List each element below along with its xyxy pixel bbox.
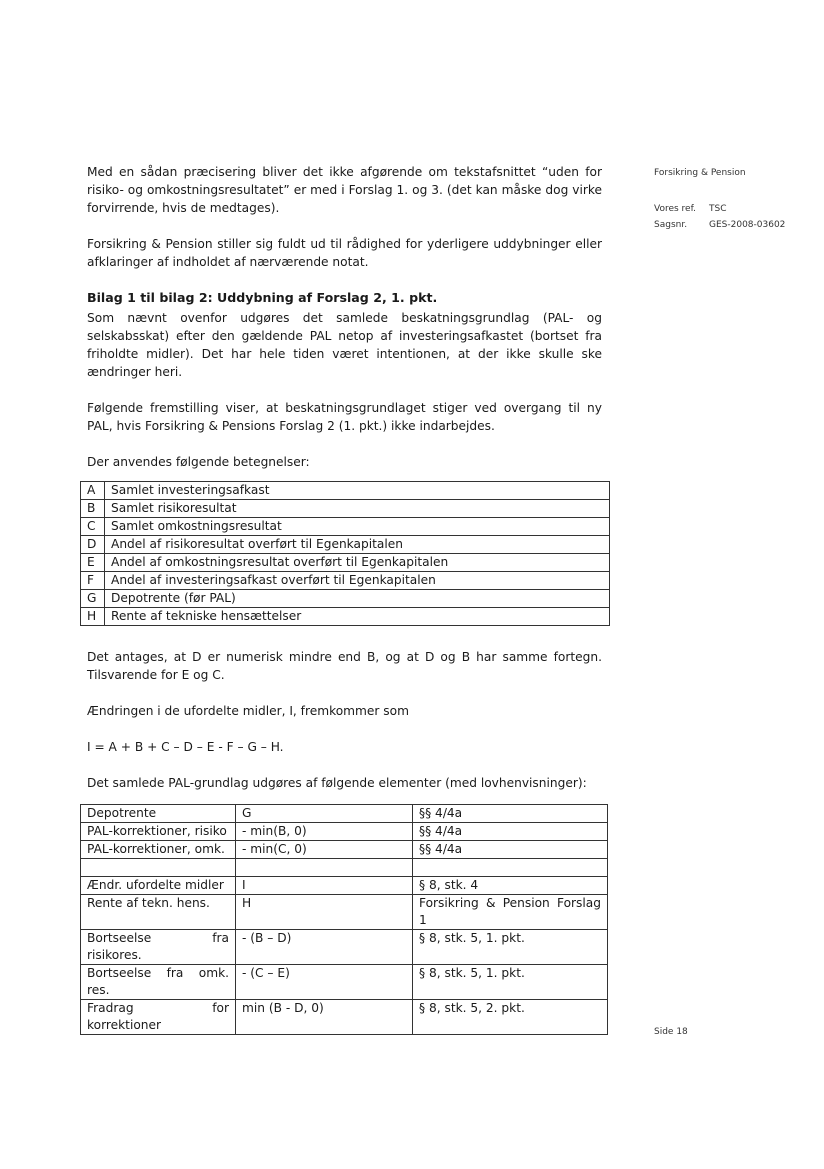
pal-ref: §§ 4/4a [413,823,608,841]
def-key: G [81,590,105,608]
pal-ref: § 8, stk. 5, 2. pkt. [413,1000,608,1035]
def-key: C [81,518,105,536]
table-row [81,518,610,536]
page-number: Side 18 [654,1027,688,1037]
def-text: Samlet risikoresultat [105,500,610,518]
table-row [81,965,608,1000]
paragraph-7: Ændringen i de ufordelte midler, I, fremkommer som [87,704,409,718]
pal-basis-table [80,804,608,1035]
table-row [81,482,610,500]
pal-formula: - min(C, 0) [236,841,413,859]
pal-item: Bortseelse fra omk. res. [81,965,236,1000]
case-row [654,217,785,233]
table-row [81,608,610,626]
def-key: H [81,608,105,626]
pal-item: PAL-korrektioner, risiko [81,823,236,841]
def-text: Samlet investeringsafkast [105,482,610,500]
sidebar-refs [654,201,785,233]
paragraph-2: Forsikring & Pension stiller sig fuldt ud til rådighed for yderligere uddybninger eller afklaringer af indholdet af nærværende notat. [87,237,602,269]
table-row [81,554,610,572]
def-key: B [81,500,105,518]
sidebar-org: Forsikring & Pension [654,168,746,178]
document-body [87,163,602,1035]
def-text: Andel af risikoresultat overført til Egenkapitalen [105,536,610,554]
pal-ref: § 8, stk. 5, 1. pkt. [413,965,608,1000]
pal-formula: - (B – D) [236,930,413,965]
def-key: A [81,482,105,500]
case-label: Sagsnr. [654,220,688,230]
def-key: F [81,572,105,590]
pal-item: PAL-korrektioner, omk. [81,841,236,859]
paragraph-5: Der anvendes følgende betegnelser: [87,455,310,469]
paragraph-8: Det samlede PAL-grundlag udgøres af følgende elementer (med lovhenvisninger): [87,776,587,790]
ref-label: Vores ref. [654,204,696,214]
table-row [81,805,608,823]
table-row [81,930,608,965]
pal-formula: H [236,895,413,930]
pal-formula: I [236,877,413,895]
pal-item: Bortseelse fra risikores. [81,930,236,965]
table-row [81,859,608,877]
table-row [81,1000,608,1035]
pal-formula: - min(B, 0) [236,823,413,841]
ref-value: TSC [709,204,727,214]
table-row [81,590,610,608]
def-text: Rente af tekniske hensættelser [105,608,610,626]
pal-ref: § 8, stk. 5, 1. pkt. [413,930,608,965]
pal-ref: § 8, stk. 4 [413,877,608,895]
pal-ref: Forsikring & Pension Forslag 1 [413,895,608,930]
table-row [81,823,608,841]
pal-formula [236,859,413,877]
section-heading: Bilag 1 til bilag 2: Uddybning af Forslag 2, 1. pkt. [87,290,438,305]
table-row [81,500,610,518]
formula: I = A + B + C – D – E - F – G – H. [87,740,284,754]
paragraph-1: Med en sådan præcisering bliver det ikke afgørende om tekstafsnittet “uden for risiko- og omkostningsresultatet” er med i Forslag 1. og 3. (det kan måske dog virke forvirrende, hvis de medtages). [87,165,602,215]
pal-formula: G [236,805,413,823]
table-row [81,877,608,895]
table-row [81,841,608,859]
table-row [81,895,608,930]
pal-item: Rente af tekn. hens. [81,895,236,930]
def-text: Andel af investeringsafkast overført til Egenkapitalen [105,572,610,590]
paragraph-6: Det antages, at D er numerisk mindre end B, og at D og B har samme fortegn. Tilsvarende for E og C. [87,650,602,682]
def-text: Andel af omkostningsresultat overført til Egenkapitalen [105,554,610,572]
pal-item: Depotrente [81,805,236,823]
def-text: Samlet omkostningsresultat [105,518,610,536]
pal-formula: - (C – E) [236,965,413,1000]
pal-ref: §§ 4/4a [413,841,608,859]
paragraph-3: Som nævnt ovenfor udgøres det samlede beskatningsgrundlag (PAL- og selskabsskat) efter den gældende PAL netop af investeringsafkastet (bortset fra friholdte midler). Det har hele tiden været intentionen, at der ikke skulle ske ændringer heri. [87,311,602,379]
case-value: GES-2008-03602 [709,220,786,230]
pal-formula: min (B - D, 0) [236,1000,413,1035]
def-key: E [81,554,105,572]
pal-item: Fradrag for korrektioner [81,1000,236,1035]
ref-row [654,201,785,217]
table-row [81,572,610,590]
pal-item [81,859,236,877]
pal-ref [413,859,608,877]
pal-ref: §§ 4/4a [413,805,608,823]
def-text: Depotrente (før PAL) [105,590,610,608]
table-row [81,536,610,554]
pal-item: Ændr. ufordelte midler [81,877,236,895]
paragraph-4: Følgende fremstilling viser, at beskatningsgrundlaget stiger ved overgang til ny PAL, hvis Forsikring & Pensions Forslag 2 (1. pkt.) ikke indarbejdes. [87,401,602,433]
def-key: D [81,536,105,554]
definitions-table [80,481,610,626]
